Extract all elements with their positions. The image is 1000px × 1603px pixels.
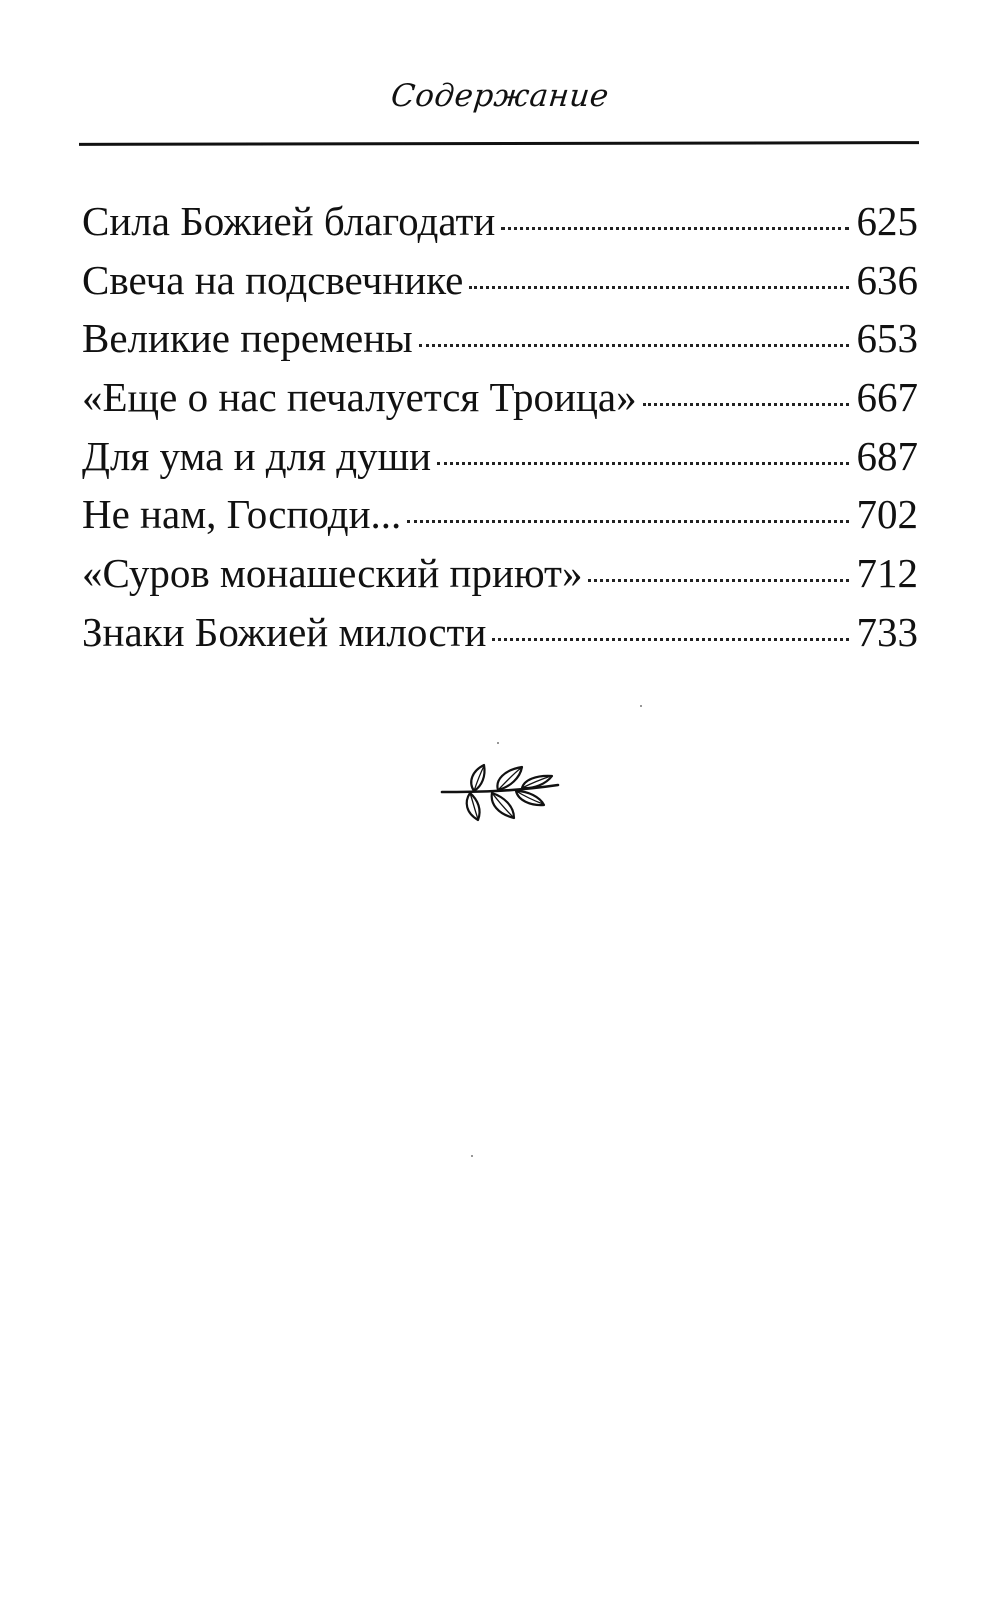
toc-entry-title: Великие перемены: [82, 315, 413, 362]
toc-entry-title: «Еще о нас печалуется Троица»: [82, 374, 637, 421]
toc-entry-page: 653: [856, 315, 918, 362]
toc-dot-leader: [588, 579, 848, 582]
toc-entry-title: Для ума и для души: [82, 432, 432, 479]
toc-entry-title: Сила Божией благодати: [82, 198, 496, 244]
toc-entry-title: Не нам, Господи...: [82, 491, 402, 538]
paper-speck: [497, 742, 499, 744]
toc-dot-leader: [407, 520, 848, 523]
paper-speck: [471, 1155, 473, 1157]
toc-entry: [82, 544, 918, 603]
paper-speck: [640, 705, 642, 707]
toc-entry-title: Свеча на подсвечнике: [82, 256, 464, 303]
toc-entry-page: 702: [856, 491, 918, 538]
toc-entry: [82, 309, 918, 368]
toc-dot-leader: [501, 227, 848, 230]
leaf-branch-icon: [440, 762, 562, 824]
toc-entry-page: 712: [856, 550, 918, 597]
header-rule: [79, 141, 919, 146]
toc-entry: [82, 427, 918, 486]
toc-entry-page: 667: [856, 374, 918, 421]
toc-entry-title: Знаки Божией милости: [82, 608, 487, 655]
toc-entry: [82, 485, 918, 544]
running-head: Содержание: [389, 78, 611, 114]
table-of-contents: [82, 192, 918, 662]
toc-entry: [82, 251, 918, 310]
toc-entry-page: 733: [856, 608, 918, 655]
toc-entry: [82, 603, 918, 662]
toc-entry: [82, 368, 918, 427]
toc-entry-page: 625: [856, 198, 918, 244]
toc-entry: [82, 192, 918, 251]
toc-entry-page: 636: [856, 256, 918, 303]
toc-dot-leader: [419, 344, 849, 347]
toc-dot-leader: [469, 286, 848, 289]
toc-dot-leader: [437, 462, 848, 465]
toc-dot-leader: [492, 638, 848, 641]
toc-dot-leader: [643, 403, 849, 406]
toc-entry-page: 687: [856, 432, 918, 479]
toc-entry-title: «Суров монашеский приют»: [82, 550, 583, 597]
